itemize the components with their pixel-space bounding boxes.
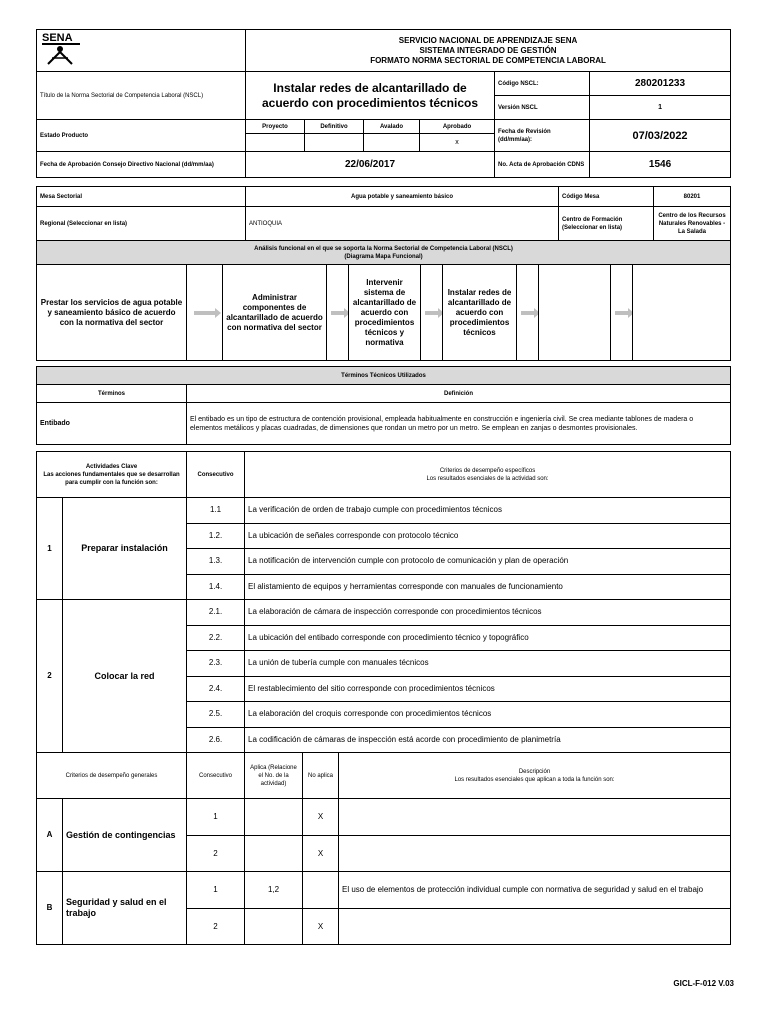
- org-line1: SERVICIO NACIONAL DE APRENDIZAJE SENA: [398, 35, 578, 45]
- fecha-rev-label: Fecha de Revisión (dd/mm/aa):: [495, 120, 590, 152]
- actividades-head-criterios: [245, 452, 731, 498]
- table-row: [37, 872, 731, 909]
- arrow-right-icon: [331, 311, 345, 315]
- cons-cell: 2: [187, 836, 245, 872]
- criterio-text: La elaboración de cámara de inspección corresponde con procedimientos técnicos: [245, 600, 731, 626]
- mesa-value: Agua potable y saneamiento básico: [246, 187, 559, 207]
- mesa-label: Mesa Sectorial: [37, 187, 246, 207]
- actividades-table: [36, 451, 731, 753]
- analisis-title: [37, 241, 731, 265]
- generales-head-noaplica: No aplica: [303, 753, 339, 799]
- estado-mark-avalado: [364, 134, 420, 152]
- criterio-text: La ubicación de señales corresponde con protocolo técnico: [245, 523, 731, 549]
- acta-label: No. Acta de Aprobación CDNS: [495, 152, 590, 178]
- logo-text: SENA: [42, 32, 73, 44]
- mesa-table: [36, 186, 731, 241]
- table-row: [37, 498, 731, 524]
- centro-label: Centro de Formación (Seleccionar en lista): [559, 207, 654, 241]
- criterio-id: 2.2.: [187, 625, 245, 651]
- definicion-cell: El entibado es un tipo de estructura de contención provisional, empleada habitualmente en construcción e ingeniería civil. Se crea mediante tablones de madera o elementos metálicos y placas cuadradas, de dimensiones que rondan un metro por un metro. Se emplean en zanjas o desmontes provisionales.: [187, 403, 731, 445]
- fecha-aprob-label: Fecha de Aprobación Consejo Directivo Nacional (dd/mm/aa): [37, 152, 246, 178]
- activity-num: 2: [37, 600, 63, 753]
- cod-mesa-label: Código Mesa: [559, 187, 654, 207]
- estado-mark-aprobado: x: [420, 134, 495, 152]
- analisis-table: [36, 240, 731, 361]
- map-box-4: Instalar redes de alcantarillado de acuerdo con procedimientos técnicos: [443, 265, 517, 361]
- aplica-cell: 1,2: [245, 872, 303, 909]
- fecha-aprob-value: 22/06/2017: [246, 152, 495, 178]
- fecha-rev-value: 07/03/2022: [590, 120, 731, 152]
- analisis-title-line2: (Diagrama Mapa Funcional): [344, 253, 423, 260]
- estado-mark-proyecto: [246, 134, 305, 152]
- group-name: Seguridad y salud en el trabajo: [63, 872, 187, 945]
- criterio-id: 2.6.: [187, 727, 245, 753]
- noaplica-cell: X: [303, 836, 339, 872]
- map-box-3: Intervenir sistema de alcantarillado de acuerdo con procedimientos técnicos y normativa: [349, 265, 421, 361]
- terminos-table: [36, 366, 731, 445]
- map-arrow-4: [517, 265, 539, 361]
- actividades-head-title: Actividades Clave: [85, 463, 138, 470]
- actividades-head: [37, 452, 187, 498]
- criterios-sub: Los resultados esenciales de la actividad son:: [426, 475, 549, 482]
- criterio-id: 2.3.: [187, 651, 245, 677]
- arrow-right-icon: [615, 311, 629, 315]
- desc-cell: [339, 836, 731, 872]
- titulo-label: Título de la Norma Sectorial de Competencia Laboral (NSCL): [37, 72, 246, 120]
- desc-cell: El uso de elementos de protección individual cumple con normativa de seguridad y salud en el trabajo: [339, 872, 731, 909]
- codigo-label: Código NSCL:: [495, 72, 590, 96]
- estado-col-avalado: Avalado: [364, 120, 420, 134]
- activity-name: Colocar la red: [63, 600, 187, 753]
- group-letter: A: [37, 799, 63, 872]
- arrow-right-icon: [425, 311, 439, 315]
- generales-head-consecutivo: Consecutivo: [187, 753, 245, 799]
- aplica-cell: [245, 909, 303, 945]
- cons-cell: 1: [187, 799, 245, 836]
- actividades-head-sub: Las acciones fundamentales que se desarrollan para cumplir con la función son:: [43, 471, 180, 486]
- desc-title: Descripción: [518, 768, 551, 775]
- terminos-col-definicion: Definición: [187, 385, 731, 403]
- map-arrow-3: [421, 265, 443, 361]
- estado-col-proyecto: Proyecto: [246, 120, 305, 134]
- version-value: 1: [590, 96, 731, 120]
- form-code: GICL-F-012 V.03: [673, 979, 734, 988]
- estado-col-aprobado: Aprobado: [420, 120, 495, 134]
- actividades-head-consecutivo: Consecutivo: [187, 452, 245, 498]
- criterio-id: 2.4.: [187, 676, 245, 702]
- titulo-value: Instalar redes de alcantarillado de acuerdo con procedimientos técnicos: [246, 72, 495, 120]
- criterio-id: 2.5.: [187, 702, 245, 728]
- terminos-col-termino: Términos: [37, 385, 187, 403]
- generales-head-desc: [339, 753, 731, 799]
- estado-mark-definitivo: [305, 134, 364, 152]
- logo-cell: [37, 30, 246, 72]
- sena-logo-icon: [40, 30, 88, 66]
- cons-cell: 1: [187, 872, 245, 909]
- map-arrow-1: [187, 265, 223, 361]
- criterio-id: 1.2.: [187, 523, 245, 549]
- map-box-6: [633, 265, 731, 361]
- estado-col-definitivo: Definitivo: [305, 120, 364, 134]
- criterio-id: 1.3.: [187, 549, 245, 575]
- estado-label: Estado Producto: [37, 120, 246, 152]
- criterio-text: La codificación de cámaras de inspección está acorde con procedimiento de planimetría: [245, 727, 731, 753]
- noaplica-cell: [303, 872, 339, 909]
- desc-sub: Los resultados esenciales que aplican a toda la función son:: [454, 776, 615, 783]
- criterio-text: La notificación de intervención cumple con protocolo de comunicación y plan de operación: [245, 549, 731, 575]
- arrow-right-icon: [194, 311, 216, 315]
- org-heading: [246, 30, 731, 72]
- criterio-text: El restablecimiento del sitio corresponde con procedimientos técnicos: [245, 676, 731, 702]
- map-arrow-5: [611, 265, 633, 361]
- codigo-value: 280201233: [590, 72, 731, 96]
- map-box-1: Prestar los servicios de agua potable y saneamiento básico de acuerdo con la normativa del sector: [37, 265, 187, 361]
- table-row: [37, 600, 731, 626]
- table-row: [37, 799, 731, 836]
- activity-num: 1: [37, 498, 63, 600]
- criterio-id: 1.1: [187, 498, 245, 524]
- cons-cell: 2: [187, 909, 245, 945]
- terminos-title: Términos Técnicos Utilizados: [37, 367, 731, 385]
- criterio-id: 1.4.: [187, 574, 245, 600]
- regional-value: ANTIOQUIA: [246, 207, 559, 241]
- desc-cell: [339, 799, 731, 836]
- criterio-text: La unión de tubería cumple con manuales técnicos: [245, 651, 731, 677]
- noaplica-cell: X: [303, 799, 339, 836]
- regional-label: Regional (Seleccionar en lista): [37, 207, 246, 241]
- analisis-title-line1: Análisis funcional en el que se soporta la Norma Sectorial de Competencia Laboral (NSCL): [254, 245, 513, 252]
- org-line3: FORMATO NORMA SECTORIAL DE COMPETENCIA LABORAL: [370, 55, 606, 65]
- generales-table: [36, 752, 731, 945]
- criterios-title: Criterios de desempeño específicos: [439, 467, 536, 474]
- version-label: Versión NSCL: [495, 96, 590, 120]
- org-line2: SISTEMA INTEGRADO DE GESTIÓN: [419, 45, 557, 55]
- group-name: Gestión de contingencias: [63, 799, 187, 872]
- criterio-id: 2.1.: [187, 600, 245, 626]
- centro-value: Centro de los Recursos Naturales Renovables - La Salada: [654, 207, 731, 241]
- noaplica-cell: X: [303, 909, 339, 945]
- map-box-5: [539, 265, 611, 361]
- generales-head-aplica: Aplica (Relacione el No. de la actividad): [245, 753, 303, 799]
- activity-name: Preparar instalación: [63, 498, 187, 600]
- group-letter: B: [37, 872, 63, 945]
- criterio-text: La ubicación del entibado corresponde con procedimiento técnico y topográfico: [245, 625, 731, 651]
- arrow-right-icon: [521, 311, 535, 315]
- aplica-cell: [245, 799, 303, 836]
- termino-cell: Entibado: [37, 403, 187, 445]
- acta-value: 1546: [590, 152, 731, 178]
- aplica-cell: [245, 836, 303, 872]
- map-arrow-2: [327, 265, 349, 361]
- header-table: [36, 29, 731, 178]
- desc-cell: [339, 909, 731, 945]
- criterio-text: La elaboración del croquis corresponde con procedimientos técnicos: [245, 702, 731, 728]
- criterio-text: El alistamiento de equipos y herramientas corresponde con manuales de funcionamiento: [245, 574, 731, 600]
- cod-mesa-value: 80201: [654, 187, 731, 207]
- generales-head-criterios: Criterios de desempeño generales: [37, 753, 187, 799]
- map-box-2: Administrar componentes de alcantarillado de acuerdo con normativa del sector: [223, 265, 327, 361]
- criterio-text: La verificación de orden de trabajo cumple con procedimientos técnicos: [245, 498, 731, 524]
